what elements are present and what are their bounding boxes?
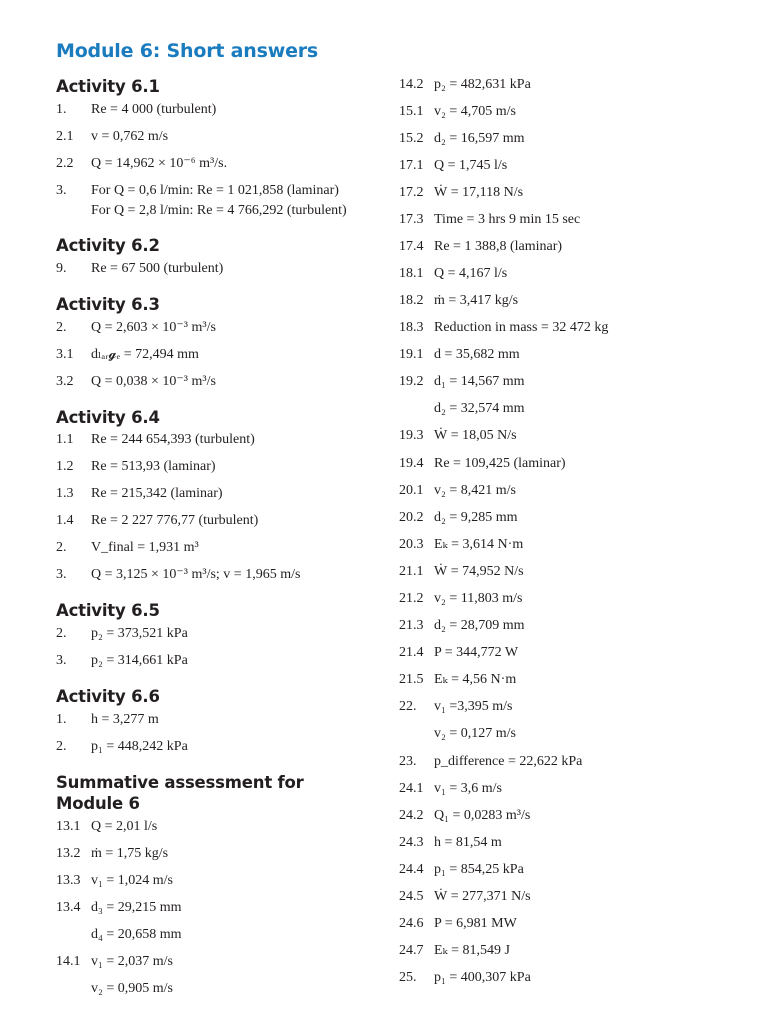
answer-text: ṁ = 1,75 kg/s	[91, 846, 169, 861]
answer-text: d₂ = 9,285 mm	[434, 510, 518, 525]
answer-number: 19.4	[399, 456, 424, 471]
answer-text: Re = 4 000 (turbulent)	[91, 102, 217, 117]
answer-number: 14.1	[56, 954, 81, 969]
answer-text: d₂ = 16,597 mm	[434, 131, 525, 146]
answer-text: Time = 3 hrs 9 min 15 sec	[434, 212, 581, 227]
answer-number: 14.2	[399, 77, 424, 92]
answer-number: 2.2	[56, 156, 74, 171]
answer-number: 20.2	[399, 510, 424, 525]
answer-number: 24.2	[399, 808, 424, 823]
answer-number: 21.5	[399, 672, 424, 687]
answer-text: Q₁ = 0,0283 m³/s	[434, 808, 531, 823]
answer-text: Ẇ = 74,952 N/s	[434, 564, 524, 579]
answer-number: 19.1	[399, 347, 424, 362]
page-title: Module 6: Short answers	[56, 40, 319, 62]
answer-text: Re = 2 227 776,77 (turbulent)	[91, 513, 259, 528]
answer-number: 19.2	[399, 374, 424, 389]
answer-text: Q = 2,01 l/s	[91, 819, 158, 834]
answer-number: 25.	[399, 970, 417, 985]
answer-text: Ẇ = 18,05 N/s	[434, 428, 517, 443]
answer-text: Re = 109,425 (laminar)	[434, 456, 566, 471]
answer-number: 23.	[399, 754, 417, 769]
answer-text: Ẇ = 277,371 N/s	[434, 889, 531, 904]
answer-text: p₂ = 373,521 kPa	[91, 626, 188, 641]
answer-text: For Q = 0,6 l/min: Re = 1 021,858 (laminar)	[91, 183, 339, 198]
answer-text: p₂ = 314,661 kPa	[91, 653, 188, 668]
answer-number: 1.1	[56, 432, 74, 447]
answer-text: dₗₐᵣ𝓰ₑ = 72,494 mm	[91, 347, 199, 362]
answer-text: ṁ = 3,417 kg/s	[434, 293, 519, 308]
answer-text: Re = 215,342 (laminar)	[91, 486, 223, 501]
section-heading: Activity 6.5	[56, 601, 160, 620]
answer-text: For Q = 2,8 l/min: Re = 4 766,292 (turbulent)	[91, 203, 347, 218]
answer-number: 20.1	[399, 483, 424, 498]
answer-text: v₂ = 0,127 m/s	[434, 726, 517, 741]
answer-text: v₂ = 0,905 m/s	[91, 981, 174, 996]
answer-number: 1.	[56, 712, 67, 727]
answer-number: 24.6	[399, 916, 424, 931]
answer-text: v = 0,762 m/s	[91, 129, 169, 144]
answer-text: P = 344,772 W	[434, 645, 519, 660]
answer-number: 21.3	[399, 618, 424, 633]
answer-text: d₂ = 32,574 mm	[434, 401, 525, 416]
answer-number: 13.3	[56, 873, 81, 888]
answer-number: 1.3	[56, 486, 74, 501]
answer-text: Reduction in mass = 32 472 kg	[434, 320, 609, 335]
answer-number: 2.	[56, 626, 67, 641]
answer-number: 2.	[56, 320, 67, 335]
answer-text: h = 3,277 m	[91, 712, 159, 727]
answer-number: 17.3	[399, 212, 424, 227]
answer-text: p₁ = 448,242 kPa	[91, 739, 188, 754]
answer-number: 15.2	[399, 131, 424, 146]
answer-text: Q = 14,962 × 10⁻⁶ m³/s.	[91, 156, 228, 171]
section-heading: Activity 6.2	[56, 236, 160, 255]
answer-text: v₁ = 1,024 m/s	[91, 873, 174, 888]
answer-number: 2.1	[56, 129, 74, 144]
answer-text: Q = 2,603 × 10⁻³ m³/s	[91, 320, 216, 335]
answer-number: 1.4	[56, 513, 74, 528]
answer-text: Q = 4,167 l/s	[434, 266, 508, 281]
section-heading-line2: Module 6	[56, 794, 140, 813]
answer-text: V_final = 1,931 m³	[91, 540, 199, 555]
section-heading: Activity 6.6	[56, 687, 160, 706]
answer-text: Re = 513,93 (laminar)	[91, 459, 216, 474]
answer-text: d₂ = 28,709 mm	[434, 618, 525, 633]
answer-number: 2.	[56, 540, 67, 555]
answer-number: 17.1	[399, 158, 424, 173]
answer-text: p₂ = 482,631 kPa	[434, 77, 531, 92]
answer-number: 1.	[56, 102, 67, 117]
answer-number: 21.4	[399, 645, 424, 660]
answer-number: 24.3	[399, 835, 424, 850]
answer-text: Eₖ = 3,614 N·m	[434, 537, 524, 552]
answer-text: Q = 1,745 l/s	[434, 158, 508, 173]
answer-text: Re = 67 500 (turbulent)	[91, 261, 224, 276]
answer-number: 18.2	[399, 293, 424, 308]
answer-text: Eₖ = 4,56 N·m	[434, 672, 517, 687]
answer-text: v₂ = 8,421 m/s	[434, 483, 517, 498]
answer-text: Ẇ = 17,118 N/s	[434, 185, 524, 200]
answer-text: d₄ = 20,658 mm	[91, 927, 182, 942]
answer-number: 21.2	[399, 591, 424, 606]
section-heading: Activity 6.4	[56, 408, 160, 427]
section-heading: Summative assessment for	[56, 773, 304, 792]
answer-text: d₁ = 14,567 mm	[434, 374, 525, 389]
answer-number: 21.1	[399, 564, 424, 579]
answer-number: 24.5	[399, 889, 424, 904]
answer-number: 3.1	[56, 347, 74, 362]
answer-text: v₁ =3,395 m/s	[434, 699, 513, 714]
answer-number: 20.3	[399, 537, 424, 552]
answer-number: 22.	[399, 699, 417, 714]
answer-text: Q = 3,125 × 10⁻³ m³/s; v = 1,965 m/s	[91, 567, 301, 582]
answer-number: 15.1	[399, 104, 424, 119]
answer-number: 19.3	[399, 428, 424, 443]
answer-number: 1.2	[56, 459, 74, 474]
answer-text: v₂ = 4,705 m/s	[434, 104, 517, 119]
answer-number: 17.4	[399, 239, 424, 254]
answer-text: p₁ = 400,307 kPa	[434, 970, 531, 985]
answer-text: h = 81,54 m	[434, 835, 502, 850]
answer-text: v₁ = 2,037 m/s	[91, 954, 174, 969]
answer-text: Eₖ = 81,549 J	[434, 943, 511, 958]
section-heading: Activity 6.1	[56, 77, 160, 96]
answer-number: 9.	[56, 261, 67, 276]
answer-text: P = 6,981 MW	[434, 916, 517, 931]
answer-number: 13.2	[56, 846, 81, 861]
answer-number: 3.2	[56, 374, 74, 389]
answer-number: 3.	[56, 567, 67, 582]
answer-number: 18.3	[399, 320, 424, 335]
answer-number: 24.1	[399, 781, 424, 796]
answer-text: Q = 0,038 × 10⁻³ m³/s	[91, 374, 216, 389]
answer-text: p_difference = 22,622 kPa	[434, 754, 583, 769]
answer-text: p₁ = 854,25 kPa	[434, 862, 524, 877]
answer-text: v₁ = 3,6 m/s	[434, 781, 503, 796]
answer-text: d₃ = 29,215 mm	[91, 900, 182, 915]
answer-text: v₂ = 11,803 m/s	[434, 591, 523, 606]
answer-number: 17.2	[399, 185, 424, 200]
answer-number: 13.4	[56, 900, 81, 915]
answer-text: Re = 244 654,393 (turbulent)	[91, 432, 255, 447]
answer-number: 24.7	[399, 943, 424, 958]
answer-number: 3.	[56, 653, 67, 668]
answer-number: 13.1	[56, 819, 81, 834]
answer-number: 24.4	[399, 862, 424, 877]
answer-number: 3.	[56, 183, 67, 198]
answer-number: 2.	[56, 739, 67, 754]
answer-number: 18.1	[399, 266, 424, 281]
answer-text: Re = 1 388,8 (laminar)	[434, 239, 563, 254]
answer-text: d = 35,682 mm	[434, 347, 520, 362]
section-heading: Activity 6.3	[56, 295, 160, 314]
